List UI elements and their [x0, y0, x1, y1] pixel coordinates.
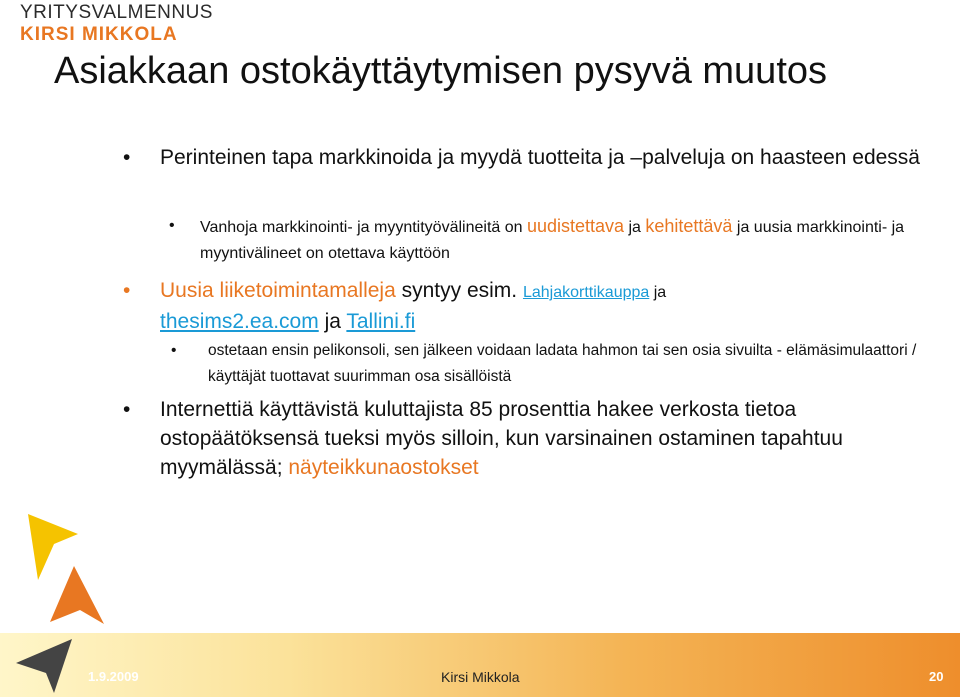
bullet-text: Perinteinen tapa markkinoida ja myydä tuotteita ja –palveluja on haasteen edessä	[160, 146, 920, 169]
slide-footer	[0, 633, 960, 697]
link-thesims[interactable]: thesims2.ea.com	[160, 310, 319, 333]
orange-arrow-icon	[50, 566, 104, 624]
footer-author: Kirsi Mikkola	[441, 669, 520, 685]
highlight-uusia-liiketoimintamalleja: Uusia liiketoimintamalleja	[160, 279, 396, 302]
bullet-dot: •	[123, 398, 131, 421]
footer-date: 1.9.2009	[88, 669, 139, 684]
bullet-text-2: ja	[649, 284, 667, 301]
subbullet-text-1: Vanhoja markkinointi- ja myyntityövälineitä on	[200, 219, 527, 236]
highlight-kehitettava: kehitettävä	[645, 216, 733, 236]
yellow-arrow-icon	[28, 514, 78, 580]
subbullet-text: ostetaan ensin pelikonsoli, sen jälkeen voidaan ladata hahmon tai sen osia sivuilta - elämäsimulaattori / käyttäjät tuottavat suurimman osa sisällöistä	[208, 342, 917, 385]
bullet-text-3: ja	[318, 310, 347, 333]
bullet-traditional-marketing	[123, 143, 940, 172]
logo-line-1: YRITYSVALMENNUS	[20, 2, 213, 23]
bullet-internet-users	[123, 395, 940, 482]
bullet-dot: •	[123, 146, 131, 169]
logo-line-2: KIRSI MIKKOLA	[20, 24, 178, 45]
bullet-dot: •	[171, 342, 177, 359]
decorative-arrows-icon	[0, 500, 110, 635]
bullet-dot: •	[169, 217, 175, 234]
slide-title: Asiakkaan ostokäyttäytymisen pysyvä muutos	[54, 50, 828, 92]
subbullet-console	[171, 338, 948, 390]
subbullet-text-3: ja uusia markkinointi- ja myyntivälineet on otettava käyttöön	[200, 219, 905, 262]
bullet-text-1: syntyy esim.	[395, 279, 523, 302]
link-tallini[interactable]: Tallini.fi	[346, 310, 416, 333]
link-lahjakorttikauppa[interactable]: Lahjakorttikauppa	[522, 284, 650, 301]
bullet-dot: •	[123, 279, 131, 302]
footer-arrow-icon	[14, 637, 74, 697]
subbullet-text-2: ja	[624, 219, 646, 236]
bullet-new-business-models	[123, 276, 940, 336]
company-logo	[20, 2, 213, 46]
subbullet-tools	[169, 213, 940, 267]
bullet-text: Internettiä käyttävistä kuluttajista 85 prosenttia hakee verkosta tietoa ostopäätöksensä tueksi myös silloin, kun varsinainen ostaminen tapahtuu myymälässä;	[160, 398, 843, 479]
page-number: 20	[929, 669, 944, 684]
highlight-uudistettava: uudistettava	[526, 216, 625, 236]
highlight-nayteikkunaostokset: näyteikkunaostokset	[288, 456, 479, 479]
dark-arrow-icon	[16, 639, 72, 693]
